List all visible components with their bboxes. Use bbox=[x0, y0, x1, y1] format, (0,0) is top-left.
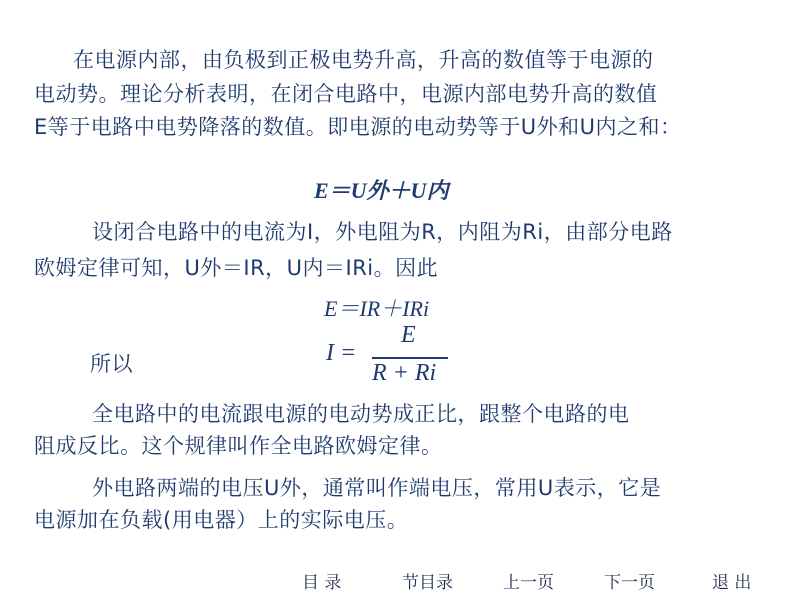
fraction-bar bbox=[372, 357, 448, 359]
nav-next-page-button[interactable]: 下一页 bbox=[604, 573, 655, 593]
paragraph-4-line-1: 外电路两端的电压U外，通常叫作端电压，常用U表示，它是 bbox=[92, 476, 662, 500]
so-label: 所以 bbox=[90, 352, 133, 376]
paragraph-1-line-3: E等于电路中电势降落的数值。即电源的电动势等于U外和U内之和： bbox=[34, 115, 682, 139]
equation-ohm-law bbox=[326, 322, 450, 392]
nav-exit-button[interactable]: 退 出 bbox=[712, 573, 752, 593]
equation-numerator: E bbox=[401, 322, 416, 348]
paragraph-4-line-2: 电源加在负载(用电器）上的实际电压。 bbox=[34, 508, 409, 532]
equation-denominator: R + Ri bbox=[372, 360, 437, 386]
equation-emf-ir: E＝IR＋IRi bbox=[324, 296, 430, 321]
paragraph-3-line-1: 全电路中的电流跟电源的电动势成正比，跟整个电路的电 bbox=[92, 402, 630, 426]
equation-emf-sum: E＝U外＋U内 bbox=[314, 178, 449, 203]
nav-contents-button[interactable]: 目 录 bbox=[302, 573, 342, 593]
paragraph-2-line-2: 欧姆定律可知，U外＝IR，U内＝IRi。因此 bbox=[34, 256, 439, 280]
nav-section-contents-button[interactable]: 节目录 bbox=[402, 573, 453, 593]
nav-prev-page-button[interactable]: 上一页 bbox=[503, 573, 554, 593]
paragraph-2-line-1: 设闭合电路中的电流为I，外电阻为R，内阻为Ri，由部分电路 bbox=[92, 220, 673, 244]
paragraph-3-line-2: 阻成反比。这个规律叫作全电路欧姆定律。 bbox=[34, 434, 443, 458]
paragraph-1-line-1: 在电源内部，由负极到正极电势升高，升高的数值等于电源的 bbox=[73, 48, 654, 72]
equation-lhs: I = bbox=[326, 340, 357, 366]
paragraph-1-line-2: 电动势。理论分析表明，在闭合电路中，电源内部电势升高的数值 bbox=[34, 82, 658, 106]
